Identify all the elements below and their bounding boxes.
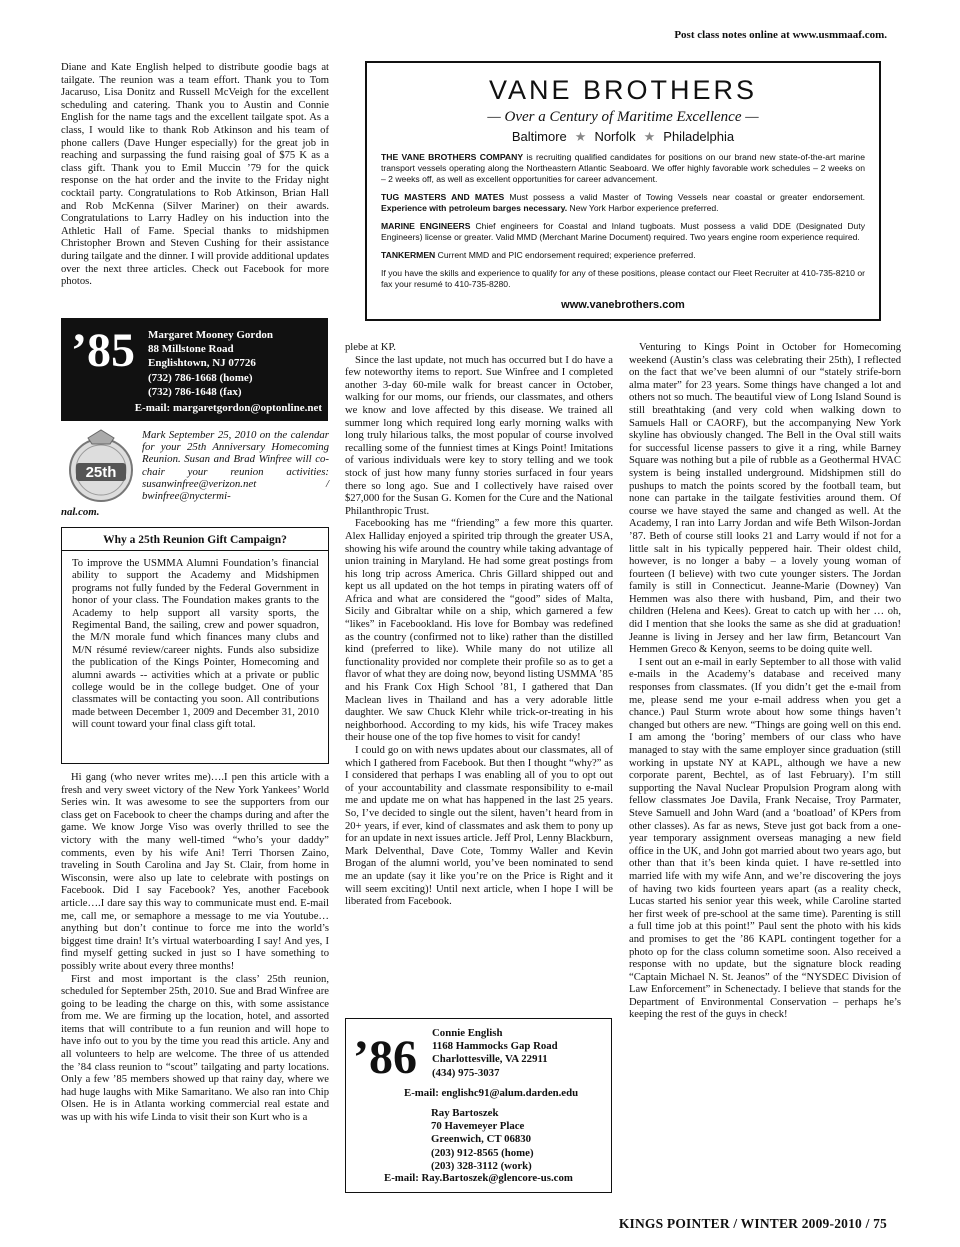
secretary-name: Ray Bartoszek — [431, 1107, 499, 1119]
ad-tankermen — [381, 250, 865, 261]
star-icon: ★ — [574, 129, 587, 144]
ad-position-requirement: Experience with petroleum barges necessary. — [381, 203, 568, 213]
ad-tug-masters — [381, 192, 865, 214]
ad-position-title: MARINE ENGINEERS — [381, 221, 471, 231]
ad-position-title: TANKERMEN — [381, 250, 436, 260]
secretary-city: Greenwich, CT 06830 — [431, 1133, 532, 1146]
seal-text: 25th — [85, 464, 117, 481]
article-paragraph: Since the last update, not much has occurred but I do have a few noteworthy items to report. Sue Winfree and I completed another 3-day 60-mile walk for breast cancer in October, walking for our moms, our friends, our classmates, and others we know and love affected by this disease. We trained all summer long which required long early morning walks with long truly hilarious talks, the most popular of course involved recalling some of the funniest times at Kings Point! Imitations of various individuals were key to story telling and we took stock of just how many funny stories surfaced in four years there so long ago. Sue and I collectively have raised over $27,000 for the Susan G. Komen for the Cure and the National Philanthropic Trust. — [345, 354, 613, 517]
ad-city: Norfolk — [594, 129, 636, 144]
page-footer: KINGS POINTER / WINTER 2009-2010 / 75 — [618, 1216, 887, 1231]
secretary-phone: (434) 975-3037 — [432, 1066, 500, 1079]
ad-title: VANE BROTHERS — [488, 75, 758, 105]
gift-box-text: To improve the USMMA Alumni Foundation’s financial ability to support the Academy and Midshipmen programs not fully funded by the Federal Government in honor of your class. The Foundation makes grants to the Academy to help support all varsity sports, the Regimental Band, the sailing, crew and power squadron, the M/N morale fund which finances many clubs and M/N résumé review/career nights. Funds also subsidize the publication of the Kings Pointer, Homecoming and alumni awards -- activities which at a private or public college would be in the college budget. One of your classmates will be contacting you soon. All contributions made between December 1, 2009 and December 31, 2010 will count toward your final class gift total. — [72, 558, 319, 731]
ad-position-text: New York Harbor experience preferred. — [567, 203, 719, 213]
class-secretary-contact — [148, 328, 273, 399]
ad-city: Baltimore — [511, 129, 567, 144]
ad-position-text: Must possess a valid Master of Towing Vessels near coastal or greater endorsement. — [504, 192, 865, 202]
second-secretary-email[interactable]: E-mail: Ray.Bartoszek@glencore-us.com — [384, 1172, 573, 1184]
ad-position-title: TUG MASTERS AND MATES — [381, 192, 505, 202]
intro-paragraph: Diane and Kate English helped to distribute goodie bags at tailgate. The reunion was a team effort. Thank you to Tom Jacaruso, Lisa Donitz and Russell McVeigh for the excellent scheduling and catering. Thank you to Austin and Connie English for the name tags and the excellent tailgate spot. As a class, I would like to thank Rob Atkinson and his team of phone callers (Dave Hunger especially) for the great job in reaching and surpassing the fund raising goal of $75 K as a class gift. Thank you to Emil Muccin ’79 for the quick response on the hat order and the invite to the Friday night cocktail party. Congratulations to Rob Atkinson, Brian Hall and Rob McKenna (Silver Mariner) on their awards. Congratulations to Larry Hadley on his induction into the Athletic Hall of Fame. Special thanks to midshipmen Christopher Brown and Steven Cushing for their assistance during tailgate and the dinner. I will provide additional updates over the next three articles. Check out Facebook for more photos. — [61, 62, 329, 288]
ad-intro — [381, 152, 865, 185]
class-year: ’86 — [353, 1031, 417, 1084]
ad-contact: If you have the skills and experience to qualify for any of these positions, please contact our Fleet Recruiter at 410-735-8210 or fax your resumé to 410-735-8280. — [381, 268, 865, 289]
secretary-street: 70 Havemeyer Place — [431, 1120, 525, 1133]
secretary-name: Connie English — [432, 1027, 503, 1039]
left-column-intro — [61, 62, 329, 289]
secretary-city: Charlottesville, VA 22911 — [432, 1053, 548, 1066]
second-secretary-contact — [431, 1107, 534, 1173]
seal-icon — [62, 428, 140, 506]
secretary-email[interactable]: E-mail: englishc91@alum.darden.edu — [404, 1087, 579, 1099]
ad-position-text: Current MMD and PIC endorsement required; experience preferred. — [435, 250, 696, 260]
ad-marine-engineers — [381, 221, 865, 243]
secretary-phone-home: (732) 786-1668 (home) — [148, 371, 253, 384]
class-year: ’85 — [71, 324, 135, 377]
reunion-note: Mark September 25, 2010 on the calendar for your 25th Anniversary Homecoming Reunion. Susan and Brad Winfree will co-chair your reunion activities: susanwinfree@verizon.net / bwinfree@nyctermi- — [142, 429, 329, 503]
article-paragraph: I sent out an e-mail in early September to all those with valid e-mails in the Academy’s database and received many responses from classmates. (If you didn’t get the e-mail from me, please send me your e-mail address when you get a chance.) Paul Sturm wrote about how some things haven’t changed but others are new. “Things are going well on this end. I am among the ‘boring’ members of our class who have managed to stay with the same employer since graduation (still working in upstate NY at KAPL, although we have a new corporate parent, Bechtel, as of last February). I’m still supporting the Naval Nuclear Propulsion Program along with fellow classmates Joe Davila, Frank Necaise, Troy Parmater, Steve Samuell and John Ward (and a ‘boatload’ of KPers from other classes). As far as news, Steve just got back from a one-year temporary assignment overseas managing a new field office in the UK, and John got married about two years ago, but other than that it’s been kinda quiet. I have re-settled into married life with my wife Ann, and we’re discovering the joys of having two kids fourteen years apart (as a reality check, Lucas started his senior year this week, while Caroline started her first week of pre-school at the same time). Parenting is still a full time job at this point!” Paul sent the photo with his kids and promises to get the ’86 KAPL contingent together for a photo op for the class column sometime soon. Also received a response with no update, but the signature block reading “Captain Michael N. St. Jeanos” of the “NYSDEC Division of Law Enforcement” in Schenectady. I believe that stands for the Department of Environmental Conservation – perhaps he’s keeping the rest of the guys in check! — [629, 656, 901, 1021]
class-85-contact-box — [61, 318, 328, 421]
secretary-street: 88 Millstone Road — [148, 343, 234, 356]
class-secretary-contact — [432, 1027, 558, 1080]
ad-url[interactable]: www.vanebrothers.com — [561, 299, 685, 311]
ad-tagline: — Over a Century of Maritime Excellence — — [487, 109, 759, 125]
gift-campaign-box — [61, 527, 329, 764]
article-paragraph: I could go on with news updates about our classmates, all of which I gathered from Facebook. But then I thought “why?” as I considered that perhaps I was enabling all of you to opt out of your accountability and classmate responsibility to e-mail me and update me on what has happened in the last 25 years. So, I’ve decided to single out the silent, haven’t heard from in 20+ years, if ever, kind of classmates and ask them to pony up for an update in next issues article. Jeff Prol, Lenny Blackburn, Mark Delventhal, Dave Cote, Tommy Waller and Kevin Brogan of the alumni world, you’ve been nominated to send me an update (say it like you’re on the Price is Right and it will seem exciting)! Until next article, when I hope I will be liberated from Facebook. — [345, 745, 613, 908]
secretary-street: 1168 Hammocks Gap Road — [432, 1040, 558, 1053]
gift-box-title: Why a 25th Reunion Gift Campaign? — [62, 528, 328, 551]
vane-brothers-ad — [365, 61, 881, 321]
secretary-city: Englishtown, NJ 07726 — [148, 357, 256, 370]
right-column — [629, 342, 901, 1022]
25th-anniversary-seal — [62, 428, 140, 506]
article-paragraph: plebe at KP. — [345, 342, 396, 353]
star-icon: ★ — [643, 129, 656, 144]
article-paragraph: First and most important is the class’ 25th reunion, scheduled for September 25th, 2010. Sue and Brad Winfree are going to be leading the charge on this, with some assistance from me. We are firming up the location, hotel, and assorted items that will contribute to a fun reunion and will hope to have info out to you by the time you read this article. Any and all volunteers to help are welcome. The three of us attended the ’84 class reunion to “scout” tailgating and party locations. Only a few ’85 members showed up that rainy day, where we had huge laughs with Mike Samaritano. We also ran into Chip Olsen. He is in Atlanta working commercial real estate and was up with his wife Linda to visit their son Kurt who is a — [61, 973, 329, 1124]
reunion-note-tail: nal.com. — [61, 506, 100, 518]
secretary-phone-work: (203) 328-3112 (work) — [431, 1159, 532, 1172]
left-column-body — [61, 772, 329, 1125]
secretary-name: Margaret Mooney Gordon — [148, 329, 274, 341]
ad-position-text: Chief engineers for Coastal and Inland tugboats. Must possess a valid DDE (Designated Duty Engineers) license or greater. Valid MMD (Merchant Marine Document) required. Two years engine room experience required. — [381, 221, 866, 242]
header-url-note: Post class notes online at www.usmmaaf.com. — [674, 29, 887, 41]
ad-company-name: THE VANE BROTHERS COMPANY — [381, 152, 524, 162]
ad-cities — [381, 129, 865, 145]
secretary-email[interactable]: E-mail: margaretgordon@optonline.net — [134, 402, 322, 414]
ad-city: Philadelphia — [663, 129, 735, 144]
secretary-phone-fax: (732) 786-1648 (fax) — [148, 385, 242, 398]
article-paragraph: Venturing to Kings Point in October for Homecoming weekend (Austin’s class was celebrating their 25th), I reflected on the fact that we’ve been alumni of our “stately strife-born alma mater” for 23 years. Some things have changed a lot and others not so much. The beautiful view of Long Island Sound is still breathtaking (and very cold when walking down to Samuels Hall or CAORF), but the accompanying New York skyline has obviously changed. The Bell in the Oval still waits for successful license passers to give it a ring, while Barney Square was nothing but a pile of rubble as a Geothermal HVAC system is being installed underground. Midshipmen still do pushups to match the points scored by the football team, but none can partake in the tailgate festivities around them. Of course we have stayed the same and changed as well. At the Academy, I ran into Larry Jordan and wife Beth Wilson-Jordan ’87. Beth of course still looks 21 and Larry would if not for a little salt in his typically peppered hair. Their oldest child, however, is no longer a baby – a lovely young woman of fourteen (I believe) with two cute younger sisters. The Jordan family is still in Connecticut. Jeanne-Marie (Downey) Van Hemmen was also there with husband, Pim, and their two children (Helena and Kees). Great to catch up with her … oh, did I mention that she looks the same as she did at graduation! Jeanne is living in Jersey and her law firm, Betancourt Van Hemmen Greco & Kenyon, seems to be doing quite well. — [629, 342, 901, 656]
article-paragraph: Hi gang (who never writes me)….I pen this article with a fresh and very sweet victory of the New York Yankees’ World Series win. It was awesome to see the supporters from our class get on Facebook to cheer the champs during and after the game. We know Jorge Viso was overly thrilled to see the victory with the many well-timed “who’s your daddy” comments, even by his wife Ani! Terri Thorsen Zaino, traveling in South Carolina and Jay St. Clair, from home in Wisconsin, were also up late to celebrate with postings on Facebook. Did I say Facebook? Yes, another Facebook article….I dare say this way to communicate must end. E-mail me, call me, or semaphore a message to me via Youtube…anything but don’t continue to force me into the world’s biggest time drain! It’s virtual waterboarding I say! And yes, I find myself getting sucked in just so I have something to possibly write about every three months! — [61, 772, 329, 972]
middle-column — [345, 342, 613, 909]
article-paragraph: Facebooking has me “friending” a few more this quarter. Alex Halliday enjoyed a spirited trip through the greater USA, showing his wife around the country while taking advantage of union training in Maryland. He had some great postings from his long trip across America. Chris Gillard shipped out and kept us all updated on the hot temps in pirating waters off of Africa and what are considered the “good” sides of Malta, Sicily and Gibraltar while on a ship, which garnered a few “likes” in Facebookland. His love for Bombay was redefined as the country (confirmed not to like) rather than the distilled kind (preferred to like). While many do not utilize all functionality provided nor complete their profile so as to get a flavor of what they are doing now, beyond listing USMMA ’85 and his Frank Cox High School ’81, I gathered that Dan Maclean lives in Thailand and has a very adorable little daughter. We saw Chuck Klehr while trick-or-treating in his neighborhood. According to my kids, his wife Tracey makes their house one of the top five homes to visit for candy! — [345, 518, 613, 744]
ad-intro-text: is recruiting qualified candidates for positions on our brand new state-of-the-art marine transport vessels operating along the Northeastern Atlantic Seaboard. We offer highly favorable work schedules – 2 weeks on – 2 weeks off, as well as excellent opportunities for career advancement. — [381, 152, 865, 184]
secretary-phone-home: (203) 912-8565 (home) — [431, 1146, 534, 1159]
